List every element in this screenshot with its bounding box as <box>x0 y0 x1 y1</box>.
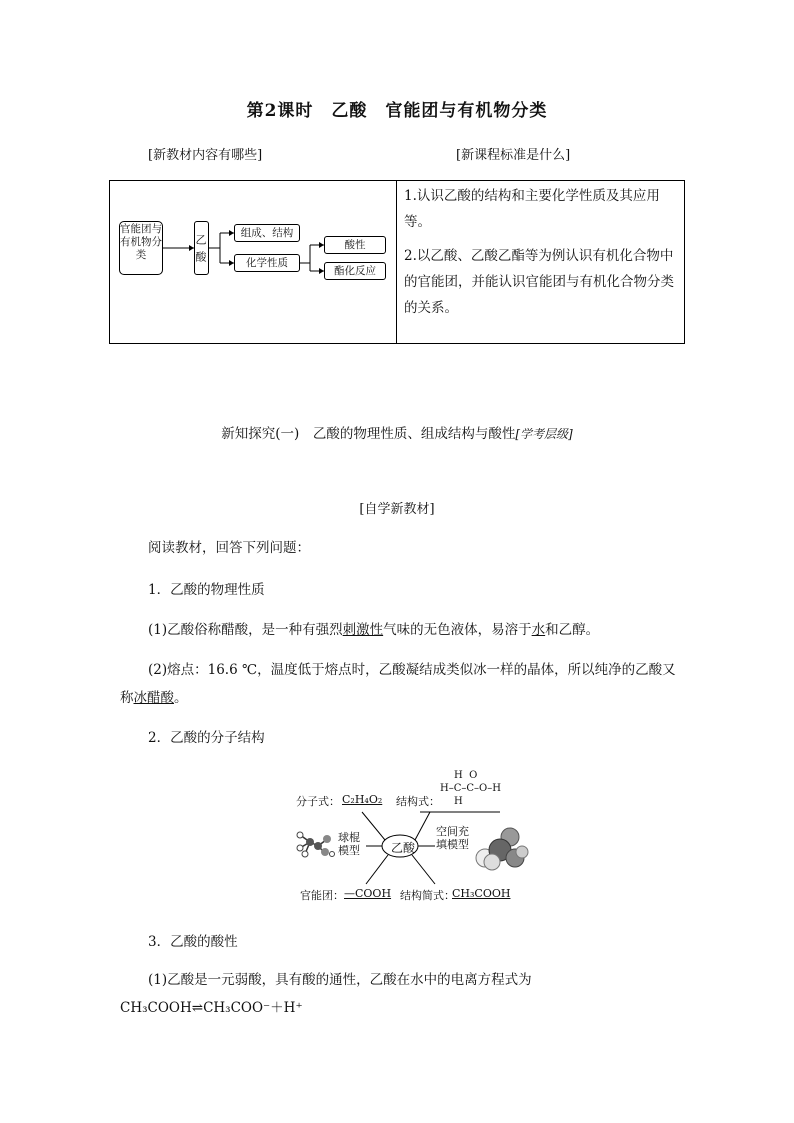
page-title: 第2课时 乙酸 官能团与有机物分类 <box>246 101 548 121</box>
paragraph-common-name: (1)乙酸俗称醋酸，是一种有强烈刺激性气味的无色液体，易溶于水和乙醇。 <box>148 622 600 638</box>
standard-item: 1.认识乙酸的结构和主要化学性质及其应用等。 <box>404 188 660 230</box>
intro-table <box>109 180 685 344</box>
formula-label: 分子式： <box>296 795 340 808</box>
concept-leaf-esterification: 酯化反应 <box>324 262 386 280</box>
heading-molecular-structure: 2．乙酸的分子结构 <box>148 730 265 746</box>
section-title-text: 新知探究(一) 乙酸的物理性质、组成结构与酸性 <box>221 426 516 442</box>
header-left: [新教材内容有哪些] <box>148 148 263 163</box>
ball-stick-label: 球棍模型 <box>338 831 360 857</box>
concept-center: 乙酸 <box>194 221 209 275</box>
ball-stick-model <box>297 832 335 857</box>
simple-formula-label: 结构简式： <box>400 889 455 902</box>
concept-branch-chemistry: 化学性质 <box>234 254 300 272</box>
paragraph-melting-point: (2)熔点：16.6 ℃，温度低于熔点时，乙酸凝结成类似冰一样的晶体，所以纯净的乙酸又称冰醋酸。 <box>120 662 676 706</box>
heading-acidity: 3．乙酸的酸性 <box>148 934 238 950</box>
simple-formula: CH₃COOH <box>452 887 511 900</box>
concept-leaf-acidity: 酸性 <box>324 236 386 254</box>
structure-center-label: 乙酸 <box>391 841 416 855</box>
concept-map-cell <box>110 181 397 344</box>
concept-root: 官能团与有机物分类 <box>119 221 163 275</box>
standards-cell <box>397 181 685 344</box>
header-right: [新课程标准是什么] <box>456 148 571 163</box>
heading-physical-properties: 1．乙酸的物理性质 <box>148 582 265 598</box>
structure-diagram <box>270 762 540 912</box>
concept-branch-structure: 组成、结构 <box>234 224 300 242</box>
struct-formula-bottom: H <box>454 796 463 807</box>
functional-group: —COOH <box>344 887 392 900</box>
standard-item: 2.以乙酸、乙酸乙酯等为例认识有机化合物中的官能团，并能认识官能团与有机化合物分类的关系。 <box>404 248 674 316</box>
blank-glacial: 冰醋酸 <box>133 690 174 706</box>
struct-formula-top: H O <box>454 770 478 781</box>
section-level-tag: [学考层级] <box>515 427 573 441</box>
molecular-formula: C₂H₄O₂ <box>342 793 383 806</box>
paragraph-ionization: (1)乙酸是一元弱酸，具有酸的通性，乙酸在水中的电离方程式为 CH₃COOH⇌CH₃COO⁻＋H⁺ <box>120 972 532 1016</box>
functional-group-label: 官能团： <box>300 889 344 902</box>
intro-text: 阅读教材，回答下列问题： <box>148 540 310 556</box>
subsection-title: [自学新教材] <box>359 502 435 517</box>
struct-formula-main: H–C–C–O–H <box>440 783 501 794</box>
struct-formula-label: 结构式： <box>396 795 440 808</box>
space-filling-model <box>476 828 528 870</box>
blank-water: 水 <box>531 622 546 638</box>
space-filling-label: 空间充填模型 <box>436 825 469 851</box>
section-title <box>0 422 794 442</box>
blank-pungent: 刺激性 <box>342 622 384 638</box>
